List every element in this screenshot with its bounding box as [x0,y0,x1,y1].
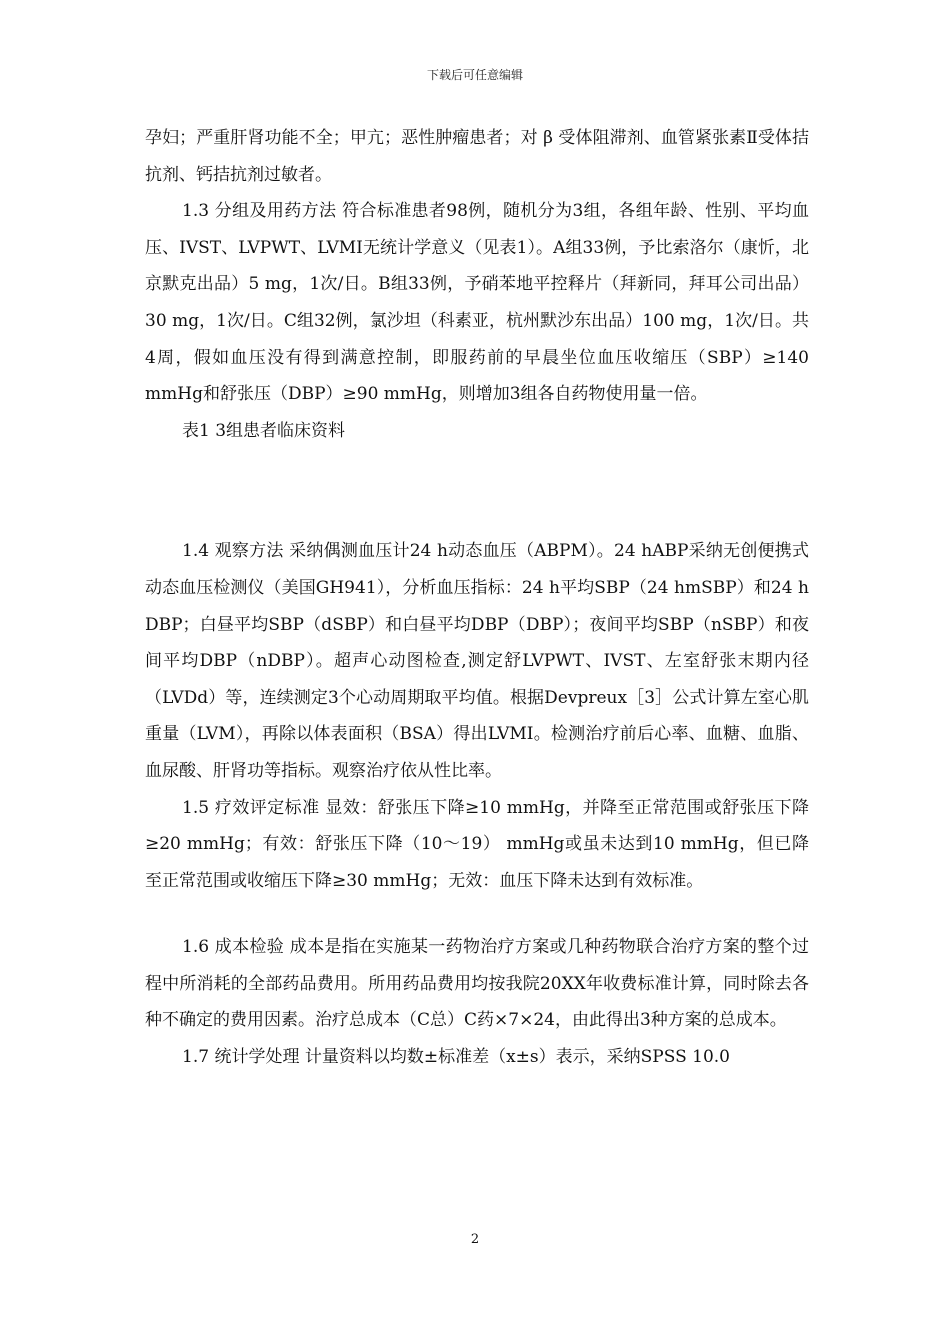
page-header: 下载后可任意编辑 [426,68,523,82]
paragraph-cost-analysis: 1.6 成本检验 成本是指在实施某一药物治疗方案或几种药物联合治疗方案的整个过程中所消耗的全部药品费用。所用药品费用均按我院20XX年收费标准计算，同时除去各种不确定的费用因素。治疗总成本（C总）C药×7×24，由此得出3种方案的总成本。 [145,937,809,1031]
page-number: 2 [470,1232,480,1247]
paragraph-exclusion-criteria: 孕妇；严重肝肾功能不全；甲亢；恶性肿瘤患者；对 β 受体阻滞剂、血管紧张素Ⅱ受体拮抗剂、钙拮抗剂过敏者。 [145,128,809,185]
paragraph-efficacy-criteria: 1.5 疗效评定标准 显效：舒张压下降≥10 mmHg，并降至正常范围或舒张压下降≥20 mmHg；有效：舒张压下降（10～19） mmHg或虽未达到10 mmHg，但已降至正常范围或收缩压下降≥30 mmHg；无效：血压下降未达到有效标准。 [145,797,809,891]
table-caption: 表1 3组患者临床资料 [182,420,346,441]
document-body [145,120,809,1076]
paragraph-statistics: 1.7 统计学处理 计量资料以均数±标准差（x±s）表示，采纳SPSS 10.0 [182,1047,730,1068]
table-placeholder [145,449,809,533]
spacer [145,899,809,929]
paragraph-grouping-method: 1.3 分组及用药方法 符合标准患者98例，随机分为3组，各组年龄、性别、平均血压、IVST、LVPWT、LVMI无统计学意义（见表1）。A组33例，予比索洛尔（康忻，北京默克出品）5 mg，1次/日。B组33例，予硝苯地平控释片（拜新同，拜耳公司出品）30 mg，1次/日。C组32例，氯沙坦（科素亚，杭州默沙东出品）100 mg，1次/日。共4周，假如血压没有得到满意控制，即服药前的早晨坐位血压收缩压（SBP）≥140 mmHg和舒张压（DBP）≥90 mmHg，则增加3组各自药物使用量一倍。 [145,201,809,405]
paragraph-observation-method: 1.4 观察方法 采纳偶测血压计24 h动态血压（ABPM）。24 hABP采纳无创便携式动态血压检测仪（美国GH941），分析血压指标：24 h平均SBP（24 hmSBP）和24 h DBP；白昼平均SBP（dSBP）和白昼平均DBP（DBP）；夜间平均SBP（nSBP）和夜间平均DBP（nDBP）。超声心动图检查,测定舒LVPWT、IVST、左室舒张末期内径（LVDd）等，连续测定3个心动周期取平均值。根据Devpreux［3］公式计算左室心肌重量（LVM），再除以体表面积（BSA）得出LVMI。检测治疗前后心率、血糖、血脂、血尿酸、肝肾功等指标。观察治疗依从性比率。 [145,541,809,781]
